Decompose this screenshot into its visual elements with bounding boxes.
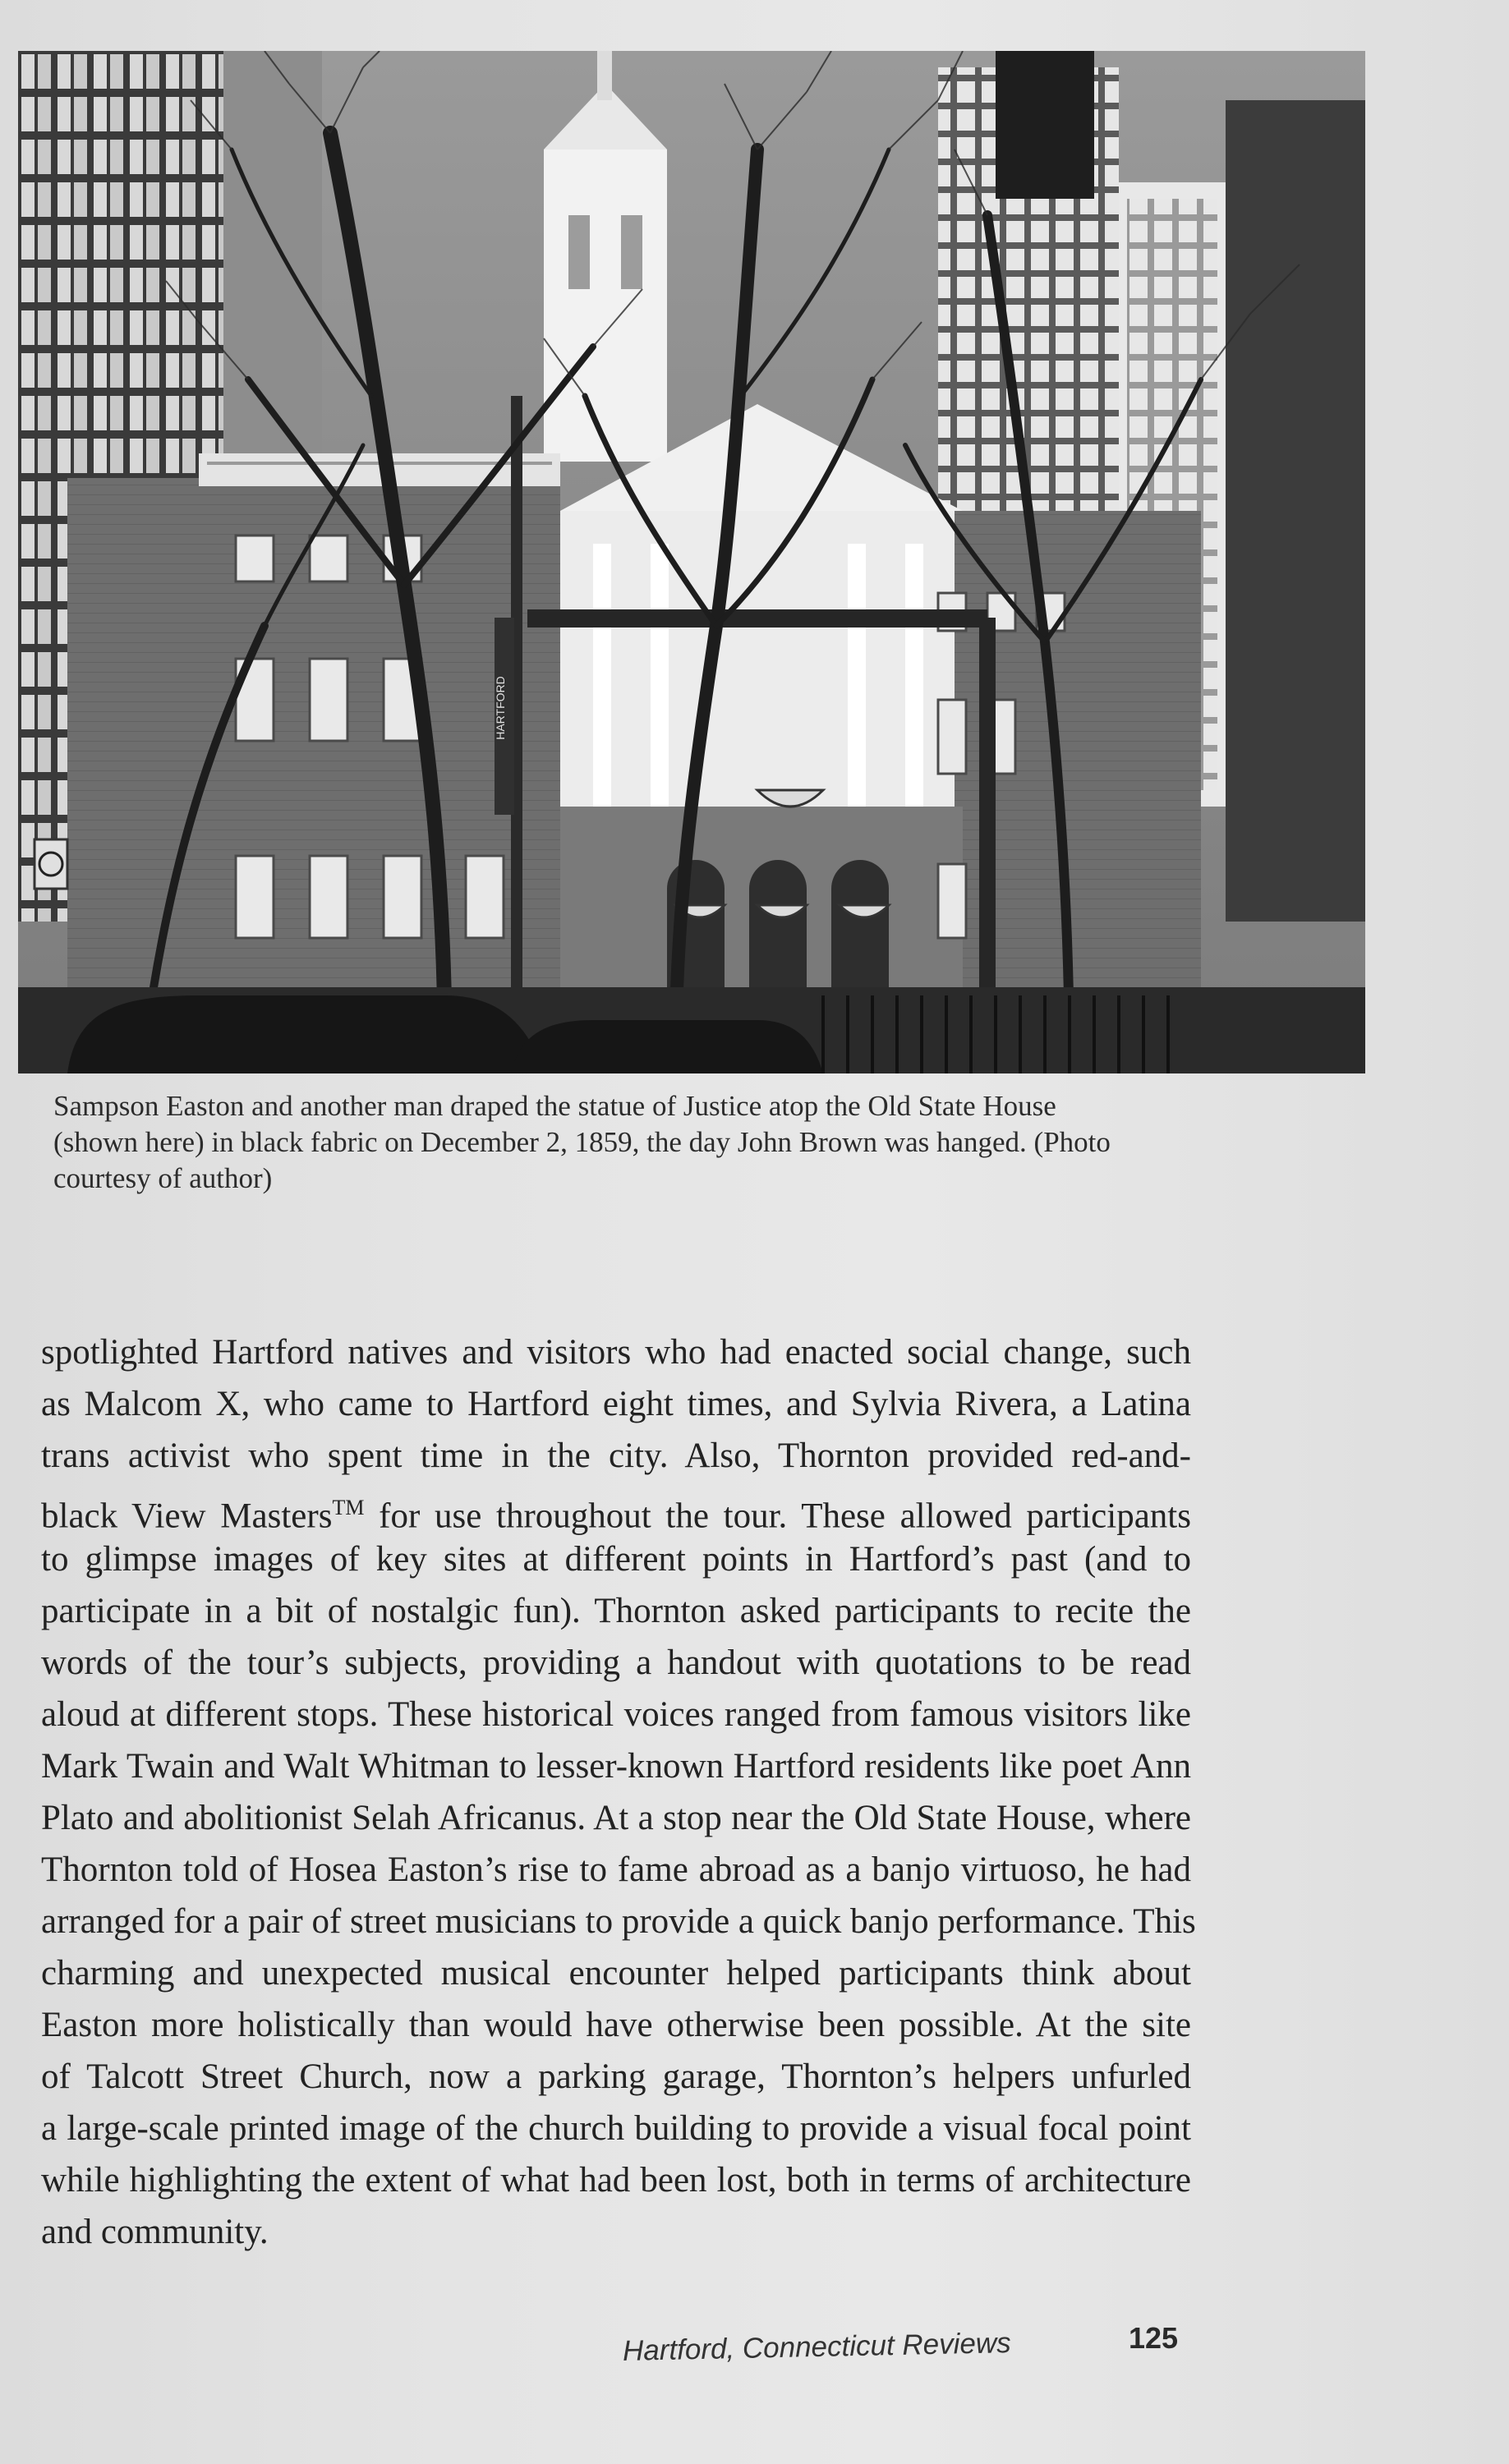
caption-line: courtesy of author) — [53, 1162, 273, 1194]
body-line: words of the tour’s subjects, providing a handout with quotations to be read — [41, 1643, 1191, 1682]
body-line: a large-scale printed image of the church building to provide a visual focal point — [41, 2109, 1191, 2148]
view-masters-text: black View Masters — [41, 1496, 333, 1536]
body-line: trans activist who spent time in the city. Also, Thornton provided red-and- — [41, 1437, 1191, 1475]
running-head: Hartford, Connecticut Reviews — [622, 2327, 1012, 2367]
body-line: Thornton told of Hosea Easton’s rise to fame abroad as a banjo virtuoso, he had — [41, 1850, 1191, 1889]
body-line: participate in a bit of nostalgic fun). Thornton asked participants to recite the — [41, 1592, 1191, 1630]
cupola — [544, 149, 667, 462]
body-paragraph — [41, 1326, 1196, 2258]
dark-tower — [1226, 100, 1365, 922]
traffic-signal — [996, 51, 1094, 199]
traffic-signal-arm — [527, 609, 987, 627]
background-building — [223, 51, 322, 511]
body-line: spotlighted Hartford natives and visitors who had enacted social change, such — [41, 1333, 1191, 1372]
banner-sign-text: HARTFORD — [494, 676, 507, 740]
view-masters-continuation: for use throughout the tour. These allowed participants — [379, 1496, 1191, 1536]
old-state-house-photo — [18, 51, 1365, 1073]
body-line-last: and community. — [41, 2213, 269, 2251]
body-line: arranged for a pair of street musicians to provide a quick banjo performance. This — [41, 1902, 1196, 1941]
caption-line: (shown here) in black fabric on December 2, 1859, the day John Brown was hanged. (Photo — [53, 1126, 1111, 1158]
photo-illustration — [18, 51, 1365, 1073]
body-line: charming and unexpected musical encounter helped participants think about — [41, 1954, 1191, 1993]
body-line: Plato and abolitionist Selah Africanus. At a stop near the Old State House, where — [41, 1799, 1191, 1837]
portico — [560, 511, 963, 807]
body-line: while highlighting the extent of what had been lost, both in terms of architecture — [41, 2161, 1191, 2200]
body-line: as Malcom X, who came to Hartford eight times, and Sylvia Rivera, a Latina — [41, 1385, 1191, 1423]
body-line-view-masters — [41, 1482, 1191, 1536]
photo-caption — [53, 1088, 1203, 1197]
trademark-symbol: TM — [332, 1496, 365, 1519]
body-line: of Talcott Street Church, now a parking garage, Thornton’s helpers unfurled — [41, 2057, 1191, 2096]
page-number: 125 — [1129, 2321, 1179, 2355]
body-line: Easton more holistically than would have otherwise been possible. At the site — [41, 2006, 1191, 2044]
body-line: aloud at different stops. These historical voices ranged from famous visitors like — [41, 1695, 1191, 1734]
body-line: to glimpse images of key sites at different points in Hartford’s past (and to — [41, 1540, 1191, 1579]
caption-line: Sampson Easton and another man draped the statue of Justice atop the Old State House — [53, 1090, 1056, 1122]
body-line: Mark Twain and Walt Whitman to lesser-known Hartford residents like poet Ann — [41, 1747, 1191, 1786]
